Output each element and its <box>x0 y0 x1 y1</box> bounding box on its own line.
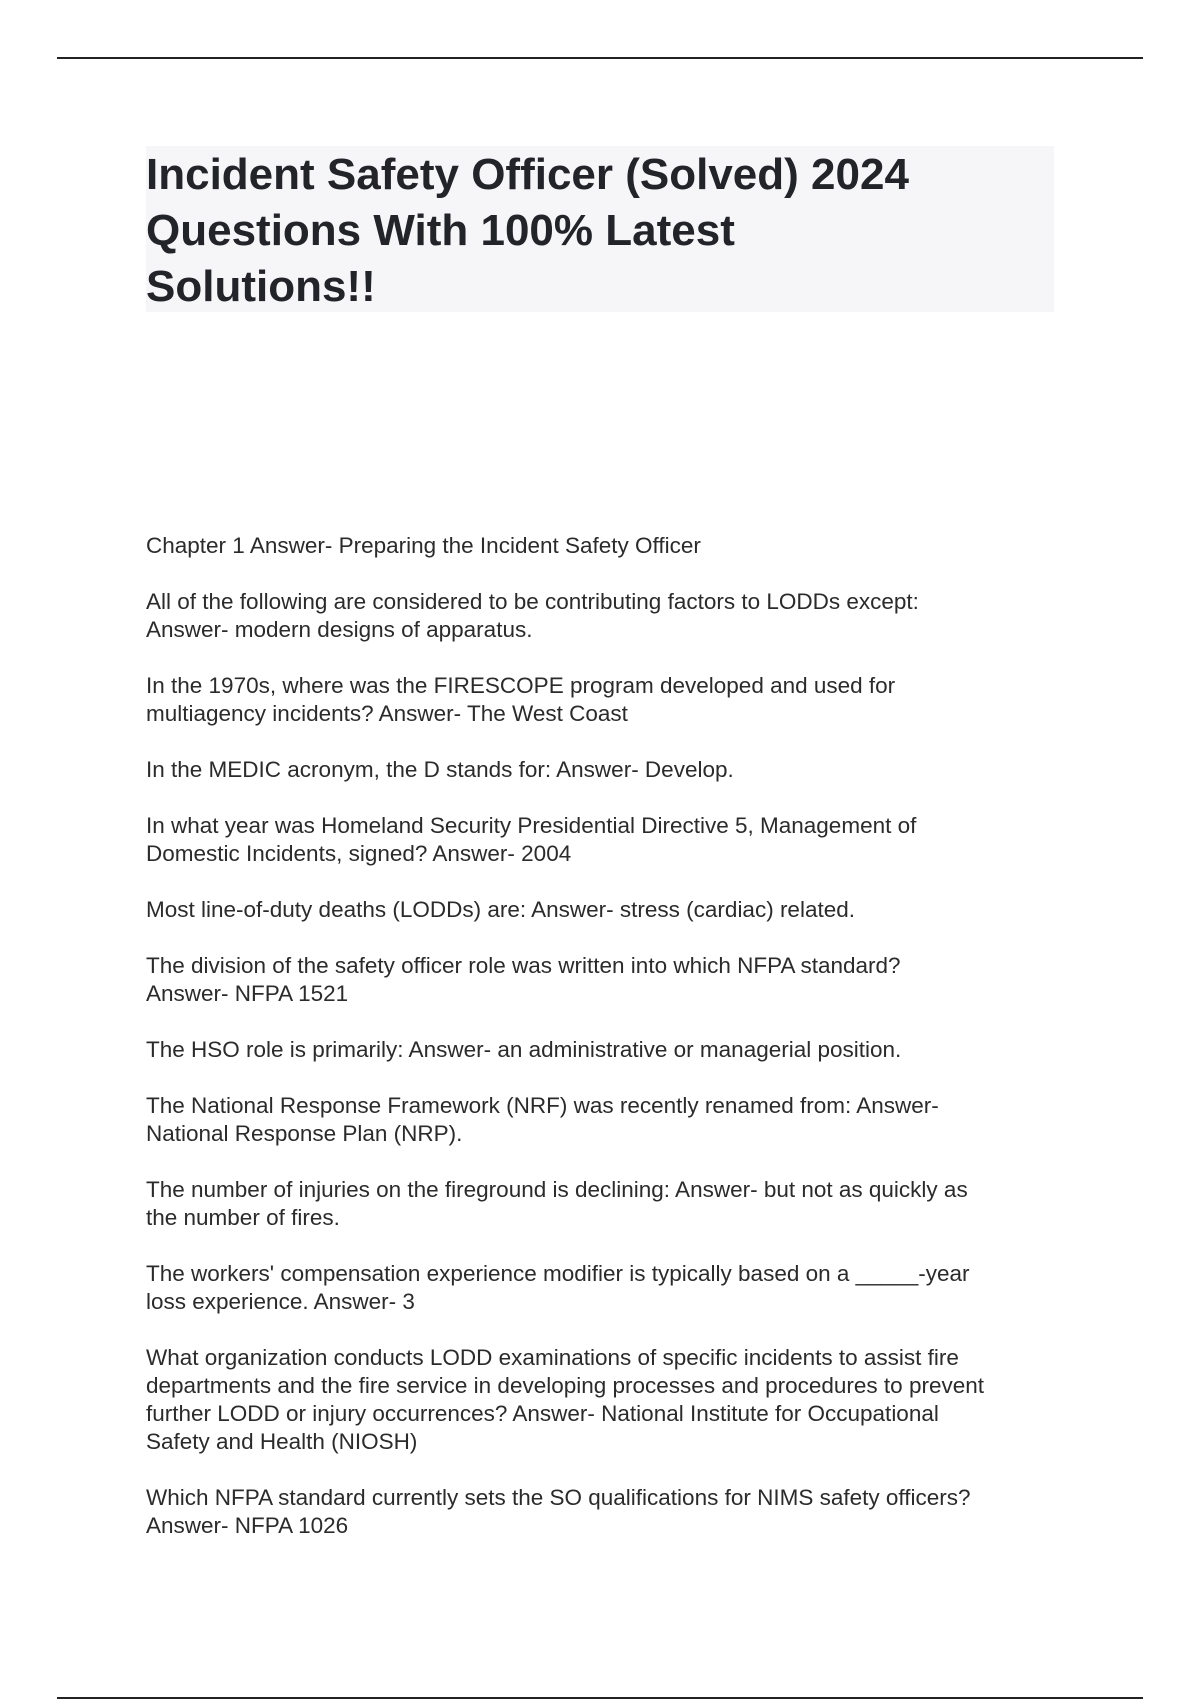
qa-entry-5: In what year was Homeland Security Presidential Directive 5, Management of Domestic Incidents, signed? Answer- 2004 <box>146 813 917 866</box>
qa-entry-10: The number of injuries on the fireground is declining: Answer- but not as quickly as the number of fires. <box>146 1177 968 1230</box>
bottom-rule <box>57 1697 1143 1699</box>
document-title: Incident Safety Officer (Solved) 2024 Questions With 100% Latest Solutions!! <box>146 150 909 311</box>
qa-entry-12: What organization conducts LODD examinations of specific incidents to assist fire departments and the fire service in developing processes and procedures to prevent further LODD or injury occurrences? Answer- National Institute for Occupational Safety and Health (NIOSH) <box>146 1345 984 1454</box>
qa-entry-9: The National Response Framework (NRF) was recently renamed from: Answer- National Response Plan (NRP). <box>146 1093 939 1146</box>
qa-entry-13: Which NFPA standard currently sets the SO qualifications for NIMS safety officers? Answer- NFPA 1026 <box>146 1485 971 1538</box>
qa-entry-8: The HSO role is primarily: Answer- an administrative or managerial position. <box>146 1037 902 1062</box>
qa-entry-1: Chapter 1 Answer- Preparing the Incident Safety Officer <box>146 533 701 558</box>
qa-entry-11: The workers' compensation experience modifier is typically based on a _____-year loss experience. Answer- 3 <box>146 1261 970 1314</box>
title-block <box>146 146 1054 312</box>
qa-entry-7: The division of the safety officer role was written into which NFPA standard? Answer- NFPA 1521 <box>146 953 901 1006</box>
qa-entry-6: Most line-of-duty deaths (LODDs) are: Answer- stress (cardiac) related. <box>146 897 855 922</box>
top-rule <box>57 57 1143 59</box>
qa-entry-2: All of the following are considered to be contributing factors to LODDs except: Answer- modern designs of apparatus. <box>146 589 919 642</box>
qa-entry-3: In the 1970s, where was the FIRESCOPE program developed and used for multiagency incidents? Answer- The West Coast <box>146 673 896 726</box>
qa-entry-4: In the MEDIC acronym, the D stands for: Answer- Develop. <box>146 757 734 782</box>
